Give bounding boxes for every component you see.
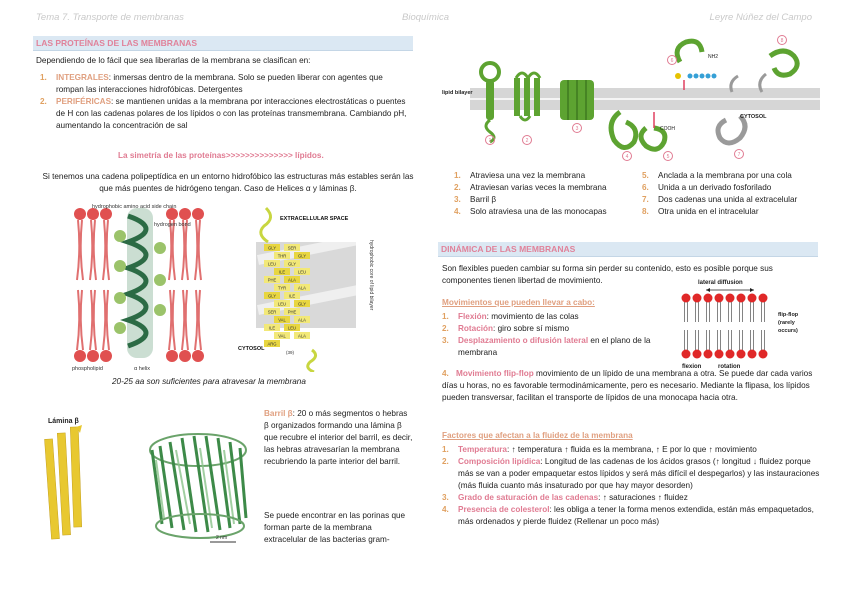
residue-label: TYR [277,285,287,291]
lipid-head [748,294,757,303]
protein-class-list [40,72,412,132]
residue-label: LEU [277,301,287,307]
extracellular-label: EXTRACELLULAR SPACE [280,216,349,222]
lipid-head [737,350,746,359]
list-item: 6. Unida a un derivado fosforilado [642,183,772,192]
lamina-label: Lámina β [48,418,79,425]
flipflop-label-a: flip-flop [778,312,799,318]
residue-label: LEU [267,261,277,267]
residue-label: ILE [288,293,296,299]
flipflop-label-c: occurs) [778,328,798,334]
lipid-head [748,350,757,359]
alpha-helix-label: α helix [134,366,151,372]
lipid-head [682,350,691,359]
lipid-head [759,350,768,359]
protein-intracellular [760,51,797,92]
movements-list [442,311,662,359]
list-item: 1. Atraviesa una vez la membrana [454,171,586,180]
lipid-tail [696,302,699,322]
list-item: 1. INTEGRALES: inmersas dentro de la membrana. Solo se pueden liberar con agentes que rompan las interacciones hidrofóbicas. Detergentes [40,73,383,94]
lipid-tail [729,330,732,350]
residue-label: THR [277,253,287,259]
section-title-dynamics: DINÁMICA DE LAS MEMBRANAS [438,242,818,257]
svg-text:5: 5 [666,154,670,160]
residue-label: ALA [298,317,306,323]
flexion-label: flexion [682,364,702,370]
residue-label: ARG [267,341,277,347]
lipid-head [693,294,702,303]
residue-label: PHE [267,277,277,283]
alpha-helix-figure [72,200,212,372]
residue-label: SER [287,245,297,251]
lipid-tail [707,330,710,350]
lipid-head [726,294,735,303]
beta-barrel-figure [140,420,260,548]
lipid-tail [762,330,765,350]
proteins-intro: Dependiendo de lo fácil que sea liberarlas de la membrana se clasifican en: [36,56,311,65]
svg-text:7: 7 [737,152,741,158]
rotation-label: rotation [718,364,741,370]
residue-label: GLY [297,301,307,307]
residue-label: ALA [288,277,296,283]
residue-label: ALA [298,285,306,291]
lipid-head [737,294,746,303]
list-item: 2. Atraviesan varias veces la membrana [454,183,607,192]
glycophorin-figure [228,200,378,372]
cytosol-right-label: CYTOSOL [740,114,767,120]
barril-paragraph: Barril β: 20 o más segmentos o hebras β organizados formando una lámina β que recubre el interior del barril, es decir, las hebras atravesarían la membrana recubriendo la parte interior del barril. [264,409,413,466]
residue-label: ILE [268,325,276,331]
list-item: 1. Temperatura: ↑ temperatura ↑ fluida es la membrana, ↑ E por lo que ↑ movimiento [442,445,757,454]
beta-sheet-figure [44,425,90,545]
residue-label: VAL [278,317,286,323]
residue-label: LEU [287,325,297,331]
list-item: 1. Flexión: movimiento de las colas [442,312,579,321]
lipid-tail [729,302,732,322]
helix-ribbon [114,208,166,358]
lipid-head [693,350,702,359]
lipid-tail [685,302,688,322]
chain-paragraph: Si tenemos una cadena polipeptídica en un entorno hidrofóbico las estructuras más estables serán las que más puentes de hidrógeno tengan. Caso de Helices α y láminas β. [42,172,414,193]
list-item: 3. Barril β [454,195,497,204]
cooh-label: COOH [660,126,675,132]
lipid-rows [682,294,768,359]
porinas-paragraph: Se puede encontrar en las porinas que forman parte de la membrana extracelular de las bacterias gram- [264,511,406,544]
lipid-tail [751,302,754,322]
membrane-proteins-figure [440,32,820,167]
lipid-head [715,350,724,359]
svg-text:4: 4 [625,154,629,160]
svg-text:1: 1 [488,138,492,144]
symmetry-note: La simetría de las proteínas>>>>>>>>>>>>>> lípidos. [118,151,324,160]
protein-types-list-a [454,170,639,218]
side-chain-label: hydrophobic amino acid side chain [92,204,177,210]
protein-monolayer [611,112,636,148]
lipid-motion-figure [676,276,826,371]
factors-title: Factores que afectan a la fluidez de la membrana [442,431,633,440]
lipid-tail [751,330,754,350]
section-title-proteins: LAS PROTEÍNAS DE LAS MEMBRANAS [33,36,413,51]
lipid-head [704,350,713,359]
lipid-head [682,294,691,303]
scale-label: 2 nm [216,535,228,541]
header-right: Leyre Núñez del Campo [709,12,812,23]
residue-label: PHE [287,309,297,315]
lipid-tail [696,330,699,350]
residue-label: SER [267,309,277,315]
list-item: 3. Desplazamiento o difusión lateral en el plano de la membrana [442,336,651,357]
residue-label: VAL [278,333,286,339]
residue-label: GLY [267,293,277,299]
dynamics-intro: Son flexibles pueden cambiar su forma sin perder su contenido, esto es posible porque sus componentes tienen libertad de movimiento. [442,264,773,285]
lateral-diffusion-label: lateral diffusion [698,280,743,286]
list-item: 3. Grado de saturación de las cadenas: ↑ saturaciones ↑ fluidez [442,493,688,502]
lipid-tail [762,302,765,322]
list-item: 2. Composición lipídica: Longitud de las cadenas de los ácidos grasos (↑ longitud ↓ fluidez porque más se van a poder empaquetar estos lípidos y será más difícil el despegarlos) y las instauraciones (más fluida cuanto más insaturado por que hay mayor desorden) [442,457,820,490]
list-item: 7. Dos cadenas una unida al extracelular [642,195,798,204]
flipflop-label-b: (rarely [778,320,795,326]
bilayer-label: lipid bilayer [442,90,473,96]
phospholipid-label: phospholipid [72,366,103,372]
protein-barrel [560,80,594,120]
factors-list [442,444,826,528]
residue-label: ALA [298,333,306,339]
list-item: 2. Rotación: giro sobre sí mismo [442,324,570,333]
list-item: 8. Otra unida en el intracelular [642,207,759,216]
list-item: 4. Solo atraviesa una de las monocapas [454,207,607,216]
header-center: Bioquímica [402,12,449,23]
residue-label: LEU [297,269,307,275]
nh2-label: NH2 [708,54,719,60]
cytosol-label: CYTOSOL [238,346,265,352]
movements-title: Movimientos que pueden llevar a cabo: [442,298,595,307]
list-item: 4. Presencia de colesterol: les obliga a tener la forma menos extendida, están más empaquetados, más ordenados y pierde fluidez (Rellenar un poco más) [442,505,814,526]
lipid-tail [685,330,688,350]
lipid-tail [707,302,710,322]
flipflop-full-label: flip-flop (rarely occurs) [676,276,686,277]
svg-text:2: 2 [525,138,529,144]
lipid-head [726,350,735,359]
protein-types-list-b [642,170,832,218]
lipid-head [715,294,724,303]
start-label: (39) [286,350,295,355]
lipid-tail [718,330,721,350]
protein-phospho [675,41,717,90]
list-item: 5. Anclada a la membrana por una cola [642,171,792,180]
residue-label: ILE [278,269,286,275]
svg-text:8: 8 [780,38,784,44]
header-left: Tema 7. Transporte de membranas [36,12,184,23]
svg-text:3: 3 [575,126,579,132]
flipflop-item: 4. Movimiento flip-flop movimiento de un lípido de una membrana a otra. Se puede dar cada varios días u horas, no es favorable termodinámicamente, pero es necesario. Mediante la flipasa, los lípidos pueden transversar, facilitan el transporte de lípidos de una monocapa hacia otra. [442,369,813,402]
svg-text:6: 6 [670,58,674,64]
lipid-tail [740,302,743,322]
lipid-tail [740,330,743,350]
lipid-head [704,294,713,303]
residue-label: GLY [297,253,307,259]
list-item: 2. PERIFÉRICAS: se mantienen unidas a la membrana por interacciones electrostáticas o puentes de H con las cadenas polares de los lípidos o con las proteínas transmembrana. Cambiando pH, aumentando la concentración de sal [40,97,407,130]
his-label: HIS (95) [284,236,301,241]
hbond-label: hydrogen bond [154,222,191,228]
core-label: hydrophobic core of lipid bilayer [368,240,374,311]
figure-caption: 20-25 aa son suficientes para atravesar la membrana [112,377,306,386]
protein-multi-pass [514,73,540,120]
residue-label: GLY [267,245,277,251]
lipid-tail [718,302,721,322]
lipid-head [759,294,768,303]
residue-label: GLY [287,261,297,267]
